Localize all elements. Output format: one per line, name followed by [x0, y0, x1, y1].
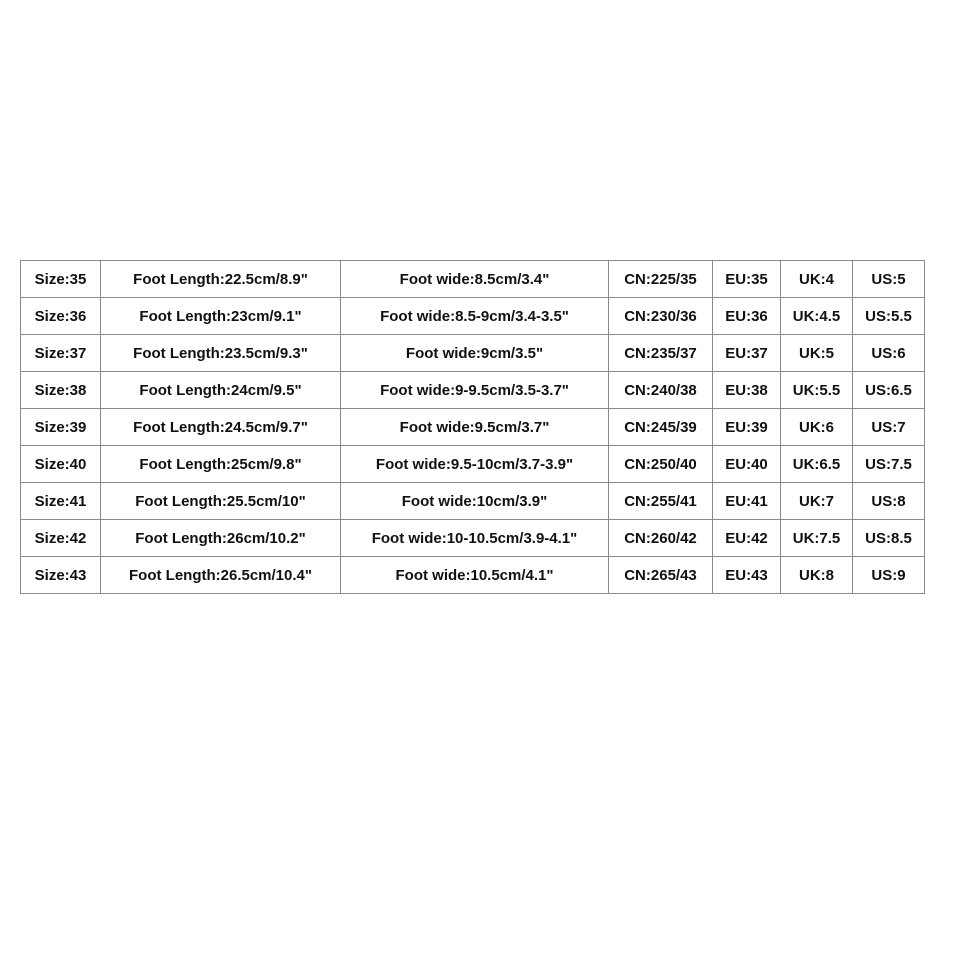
cn-size-cell: CN:230/36 — [609, 298, 713, 335]
uk-size-cell: UK:5 — [781, 335, 853, 372]
foot-width-cell: Foot wide:8.5cm/3.4" — [341, 261, 609, 298]
size-cell: Size:38 — [21, 372, 101, 409]
us-size-cell: US:7.5 — [853, 446, 925, 483]
foot-length-cell: Foot Length:25.5cm/10" — [101, 483, 341, 520]
foot-width-cell: Foot wide:10-10.5cm/3.9-4.1" — [341, 520, 609, 557]
size-cell: Size:41 — [21, 483, 101, 520]
size-cell: Size:39 — [21, 409, 101, 446]
foot-length-cell: Foot Length:24.5cm/9.7" — [101, 409, 341, 446]
us-size-cell: US:8 — [853, 483, 925, 520]
eu-size-cell: EU:35 — [713, 261, 781, 298]
table-row — [21, 335, 925, 372]
cn-size-cell: CN:265/43 — [609, 557, 713, 594]
table-row — [21, 483, 925, 520]
eu-size-cell: EU:42 — [713, 520, 781, 557]
us-size-cell: US:6 — [853, 335, 925, 372]
size-cell: Size:43 — [21, 557, 101, 594]
cn-size-cell: CN:225/35 — [609, 261, 713, 298]
table-row — [21, 261, 925, 298]
us-size-cell: US:5.5 — [853, 298, 925, 335]
foot-length-cell: Foot Length:23cm/9.1" — [101, 298, 341, 335]
table-row — [21, 520, 925, 557]
eu-size-cell: EU:40 — [713, 446, 781, 483]
eu-size-cell: EU:39 — [713, 409, 781, 446]
table-row — [21, 557, 925, 594]
foot-length-cell: Foot Length:26cm/10.2" — [101, 520, 341, 557]
us-size-cell: US:8.5 — [853, 520, 925, 557]
cn-size-cell: CN:240/38 — [609, 372, 713, 409]
size-cell: Size:35 — [21, 261, 101, 298]
foot-width-cell: Foot wide:9-9.5cm/3.5-3.7" — [341, 372, 609, 409]
foot-length-cell: Foot Length:24cm/9.5" — [101, 372, 341, 409]
cn-size-cell: CN:250/40 — [609, 446, 713, 483]
uk-size-cell: UK:6 — [781, 409, 853, 446]
size-cell: Size:42 — [21, 520, 101, 557]
table-row — [21, 446, 925, 483]
foot-width-cell: Foot wide:9.5-10cm/3.7-3.9" — [341, 446, 609, 483]
size-chart-body — [21, 261, 925, 594]
uk-size-cell: UK:7.5 — [781, 520, 853, 557]
uk-size-cell: UK:5.5 — [781, 372, 853, 409]
us-size-cell: US:9 — [853, 557, 925, 594]
size-cell: Size:36 — [21, 298, 101, 335]
size-chart-table — [20, 260, 925, 594]
foot-width-cell: Foot wide:9cm/3.5" — [341, 335, 609, 372]
foot-length-cell: Foot Length:23.5cm/9.3" — [101, 335, 341, 372]
eu-size-cell: EU:43 — [713, 557, 781, 594]
us-size-cell: US:7 — [853, 409, 925, 446]
uk-size-cell: UK:8 — [781, 557, 853, 594]
foot-width-cell: Foot wide:10.5cm/4.1" — [341, 557, 609, 594]
foot-width-cell: Foot wide:9.5cm/3.7" — [341, 409, 609, 446]
table-row — [21, 298, 925, 335]
size-cell: Size:40 — [21, 446, 101, 483]
uk-size-cell: UK:4.5 — [781, 298, 853, 335]
foot-length-cell: Foot Length:26.5cm/10.4" — [101, 557, 341, 594]
us-size-cell: US:6.5 — [853, 372, 925, 409]
size-cell: Size:37 — [21, 335, 101, 372]
table-row — [21, 409, 925, 446]
foot-width-cell: Foot wide:8.5-9cm/3.4-3.5" — [341, 298, 609, 335]
eu-size-cell: EU:41 — [713, 483, 781, 520]
eu-size-cell: EU:36 — [713, 298, 781, 335]
uk-size-cell: UK:4 — [781, 261, 853, 298]
foot-length-cell: Foot Length:22.5cm/8.9" — [101, 261, 341, 298]
cn-size-cell: CN:260/42 — [609, 520, 713, 557]
foot-width-cell: Foot wide:10cm/3.9" — [341, 483, 609, 520]
cn-size-cell: CN:235/37 — [609, 335, 713, 372]
cn-size-cell: CN:245/39 — [609, 409, 713, 446]
foot-length-cell: Foot Length:25cm/9.8" — [101, 446, 341, 483]
cn-size-cell: CN:255/41 — [609, 483, 713, 520]
uk-size-cell: UK:6.5 — [781, 446, 853, 483]
uk-size-cell: UK:7 — [781, 483, 853, 520]
eu-size-cell: EU:37 — [713, 335, 781, 372]
eu-size-cell: EU:38 — [713, 372, 781, 409]
us-size-cell: US:5 — [853, 261, 925, 298]
table-row — [21, 372, 925, 409]
